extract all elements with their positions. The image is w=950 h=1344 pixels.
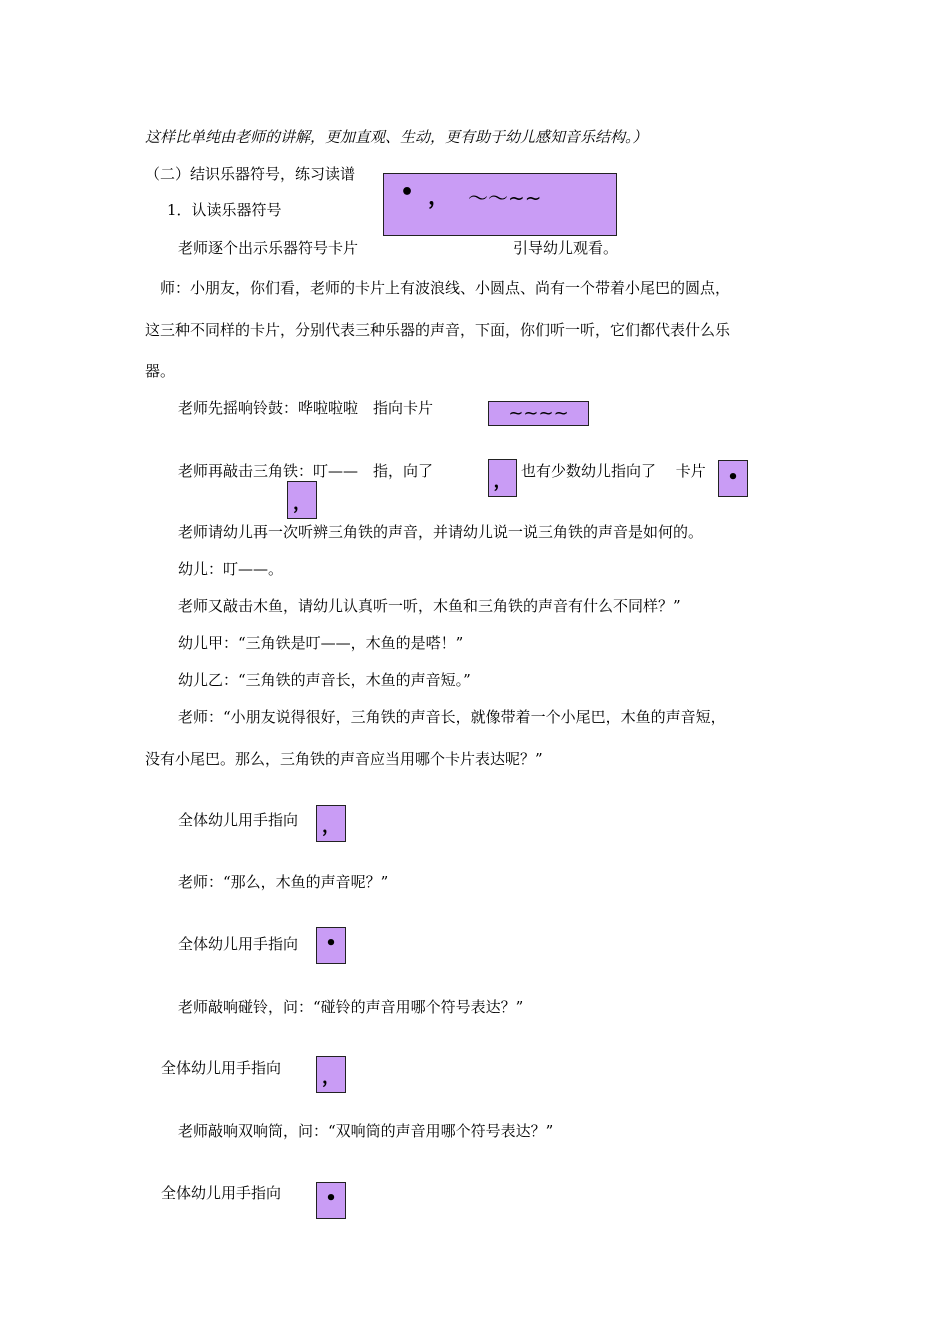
paragraph-intro-end: 这样比单纯由老师的讲解，更加直观、生动，更有助于幼儿感知音乐结构。）	[145, 128, 648, 146]
paragraph-line: 幼儿甲：“三角铁是叮——，木鱼的是嗒！”	[178, 634, 464, 652]
comma-symbol: ，	[428, 185, 451, 210]
symbol-card-comma	[316, 1056, 346, 1093]
dot-symbol: •	[400, 180, 415, 205]
paragraph-line: 老师先摇响铃鼓：哗啦啦啦 指向卡片	[178, 399, 434, 417]
symbol-card-comma	[488, 459, 517, 497]
paragraph-line: 老师：“那么，木鱼的声音呢？”	[178, 873, 389, 891]
paragraph-line: 全体幼儿用手指向	[161, 1059, 282, 1077]
dot-symbol: •	[325, 1188, 337, 1209]
paragraph-line: 引导幼儿观看。	[513, 239, 619, 257]
paragraph-line: 老师敲响双响筒，问：“双响筒的声音用哪个符号表达？”	[178, 1122, 554, 1140]
paragraph-line: 老师逐个出示乐器符号卡片	[178, 239, 359, 257]
paragraph-line: 老师又敲击木鱼，请幼儿认真听一听，木鱼和三角铁的声音有什么不同样？”	[178, 597, 681, 615]
comma-symbol: ，	[322, 816, 340, 837]
subsection-heading: 1．认读乐器符号	[167, 201, 282, 219]
paragraph-line: 器。	[145, 362, 176, 380]
paragraph-line: 也有少数幼儿指向了 卡片	[521, 462, 706, 480]
dot-symbol: •	[325, 933, 337, 954]
symbol-card-main	[383, 173, 617, 236]
symbol-card-comma	[316, 805, 346, 842]
paragraph-line: 老师：“小朋友说得很好，三角铁的声音长，就像带着一个小尾巴，木鱼的声音短，	[178, 708, 726, 726]
comma-symbol: ，	[322, 1067, 340, 1088]
paragraph-line: 全体幼儿用手指向	[178, 811, 299, 829]
paragraph-line: 没有小尾巴。那么，三角铁的声音应当用哪个卡片表达呢？”	[145, 750, 543, 768]
paragraph-line: 幼儿乙：“三角铁的声音长，木鱼的声音短。”	[178, 671, 471, 689]
paragraph-line: 老师再敲击三角铁：叮—— 指，向了	[178, 462, 434, 480]
symbol-card-wave	[488, 401, 589, 426]
symbol-card-dot	[316, 1182, 346, 1219]
paragraph-line: 幼儿：叮——。	[178, 560, 284, 578]
symbol-card-dot	[316, 927, 346, 964]
symbol-card-comma	[287, 481, 317, 519]
paragraph-line: 老师敲响碰铃，问：“碰铃的声音用哪个符号表达？”	[178, 998, 524, 1016]
comma-symbol: ，	[293, 493, 311, 514]
section-heading: （二）结识乐器符号，练习读谱	[145, 165, 356, 183]
paragraph-line: 全体幼儿用手指向	[161, 1184, 282, 1202]
comma-symbol: ，	[493, 471, 512, 492]
paragraph-line: 这三种不同样的卡片，分别代表三种乐器的声音，下面，你们听一听，它们都代表什么乐	[145, 321, 731, 339]
paragraph-line: 师：小朋友，你们看，老师的卡片上有波浪线、小圆点、尚有一个带着小尾巴的圆点，	[160, 279, 731, 297]
symbol-card-dot	[718, 460, 748, 497]
paragraph-line: 全体幼儿用手指向	[178, 935, 299, 953]
dot-symbol: •	[727, 467, 739, 488]
wave-symbol: ~~~~	[508, 403, 569, 424]
wave-symbol: 〜〜~~	[468, 186, 542, 210]
paragraph-line: 老师请幼儿再一次听辨三角铁的声音，并请幼儿说一说三角铁的声音是如何的。	[178, 523, 704, 541]
